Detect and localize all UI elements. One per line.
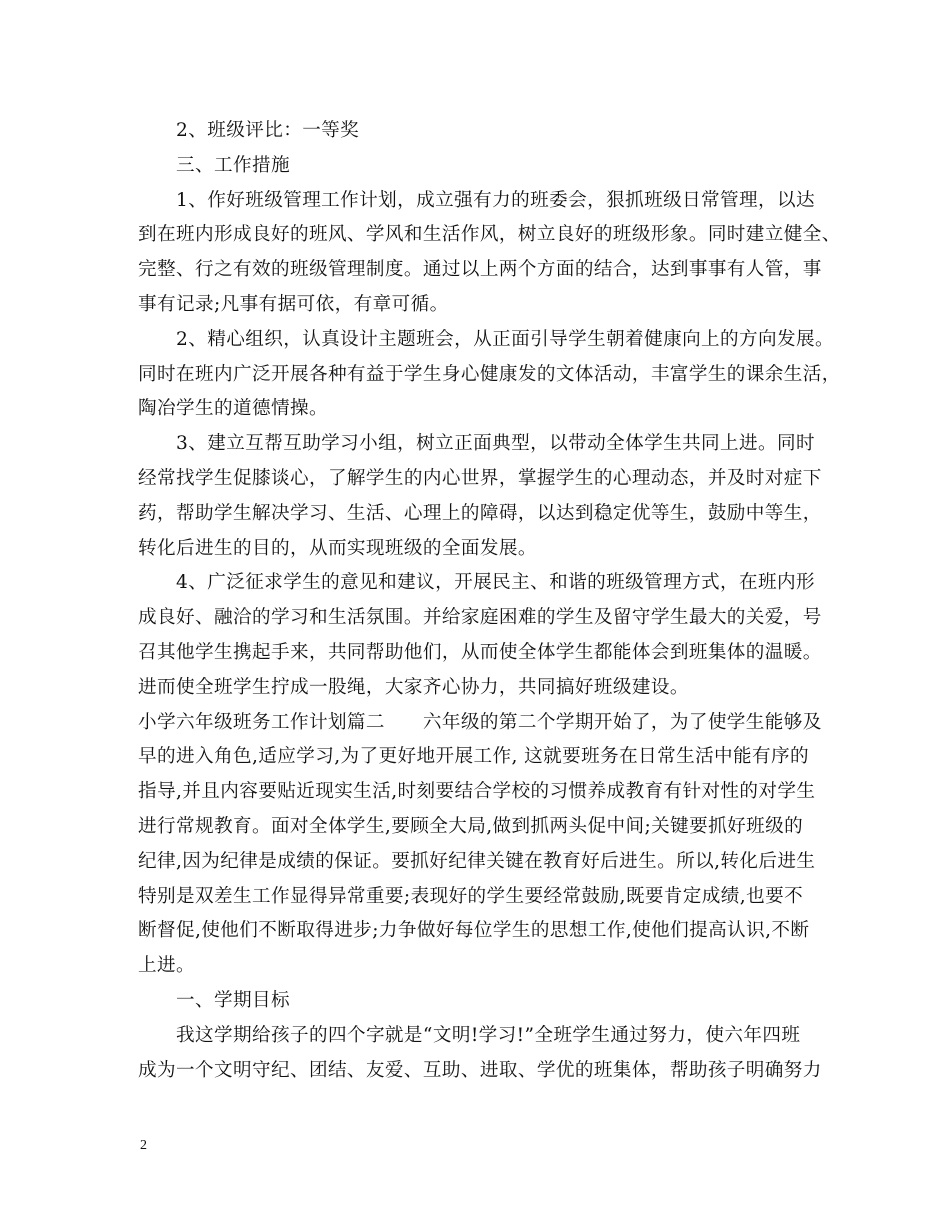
text-line: 一、学期目标 bbox=[176, 989, 290, 1011]
text-line: 药，帮助学生解决学习、生活、心理上的障碍，以达到稳定优等生，鼓励中等生， bbox=[138, 502, 822, 524]
text-line: 3、建立互帮互助学习小组，树立正面典型，以带动全体学生共同上进。同时 bbox=[176, 433, 816, 455]
text-line: 指导,并且内容要贴近现实生活,时刻要结合学校的习惯养成教育有针对性的对学生 bbox=[138, 781, 816, 803]
text-line: 小学六年级班务工作计划篇二 六年级的第二个学期开始了，为了使学生能够及 bbox=[138, 711, 822, 733]
text-line: 成为一个文明守纪、团结、友爱、互助、进取、学优的班集体，帮助孩子明确努力 bbox=[138, 1059, 822, 1081]
text-line: 断督促,使他们不断取得进步;力争做好每位学生的思想工作,使他们提高认识,不断 bbox=[138, 920, 810, 942]
text-line: 进而使全班学生拧成一股绳，大家齐心协力，共同搞好班级建设。 bbox=[138, 676, 689, 698]
text-line: 转化后进生的目的，从而实现班级的全面发展。 bbox=[138, 537, 537, 559]
text-line: 上进。 bbox=[138, 955, 195, 977]
text-line: 1、作好班级管理工作计划，成立强有力的班委会，狠抓班级日常管理，以达 bbox=[176, 189, 816, 211]
text-line: 召其他学生携起手来，共同帮助他们，从而使全体学生都能体会到班集体的温暖。 bbox=[138, 641, 822, 663]
text-line: 2、班级评比：一等奖 bbox=[176, 120, 360, 141]
text-line: 同时在班内广泛开展各种有益于学生身心健康发的文体活动，丰富学生的课余生活， bbox=[138, 363, 841, 385]
text-line: 事有记录;凡事有据可依，有章可循。 bbox=[138, 293, 449, 315]
text-line: 4、广泛征求学生的意见和建议，开展民主、和谐的班级管理方式，在班内形 bbox=[176, 572, 816, 594]
text-line: 成良好、融洽的学习和生活氛围。并给家庭困难的学生及留守学生最大的关爱，号 bbox=[138, 607, 822, 629]
document-body bbox=[138, 114, 841, 1088]
text-line: 完整、行之有效的班级管理制度。通过以上两个方面的结合，达到事事有人管，事 bbox=[138, 259, 822, 281]
text-line: 2、精心组织，认真设计主题班会，从正面引导学生朝着健康向上的方向发展。 bbox=[176, 328, 835, 350]
text-line: 我这学期给孩子的四个字就是“文明!学习!”全班学生通过努力，使六年四班 bbox=[176, 1024, 801, 1046]
text-line: 进行常规教育。面对全体学生,要顾全大局,做到抓两头促中间;关键要抓好班级的 bbox=[138, 815, 804, 837]
text-line: 陶冶学生的道德情操。 bbox=[138, 398, 328, 420]
text-line: 特别是双差生工作显得异常重要;表现好的学生要经常鼓励,既要肯定成绩,也要不 bbox=[138, 885, 804, 907]
text-line: 早的进入角色,适应学习,为了更好地开展工作, 这就要班务在日常生活中能有序的 bbox=[138, 746, 810, 768]
text-line: 到在班内形成良好的班风、学风和生活作风，树立良好的班级形象。同时建立健全、 bbox=[138, 224, 841, 246]
text-line: 三、工作措施 bbox=[176, 154, 290, 176]
page-number: 2 bbox=[140, 1138, 147, 1153]
text-line: 经常找学生促膝谈心，了解学生的内心世界，掌握学生的心理动态，并及时对症下 bbox=[138, 467, 822, 489]
text-line: 纪律,因为纪律是成绩的保证。要抓好纪律关键在教育好后进生。所以,转化后进生 bbox=[138, 850, 816, 872]
